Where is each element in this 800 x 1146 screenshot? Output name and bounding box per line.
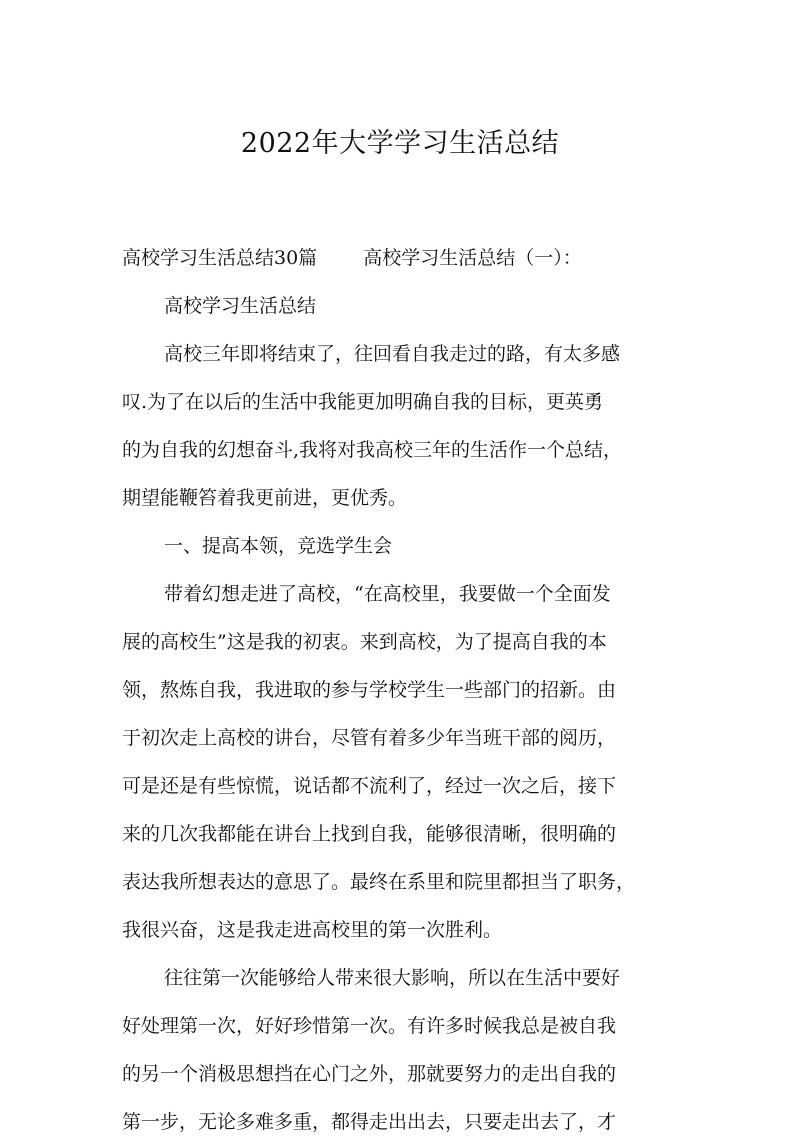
paragraph-line: 来的几次我都能在讲台上找到自我，能够很清晰，很明确的 bbox=[122, 823, 617, 845]
document-body bbox=[122, 234, 678, 1146]
intro-left-text: 高校学习生活总结30篇 bbox=[122, 247, 318, 269]
paragraph-line: 第一步，无论多难多重，都得走出出去，只要走出去了，才 bbox=[122, 1111, 617, 1133]
paragraph-line: 展的高校生”这是我的初衷。来到高校，为了提高自我的本 bbox=[122, 631, 607, 653]
paragraph-line: 于初次走上高校的讲台，尽管有着多少年当班干部的阅历， bbox=[122, 727, 617, 749]
paragraph-line: 高校三年即将结束了，往回看自我走过的路，有太多感 bbox=[164, 343, 621, 365]
intro-line bbox=[122, 234, 678, 282]
paragraph-line: 我很兴奋，这是我走进高校里的第一次胜利。 bbox=[122, 919, 503, 941]
paragraph-line: 好处理第一次，好好珍惜第一次。有许多时候我总是被自我 bbox=[122, 1015, 617, 1037]
section-heading: 一、提高本领，竞选学生会 bbox=[164, 535, 393, 557]
paragraph-line: 表达我所想表达的意思了。最终在系里和院里都担当了职务， bbox=[122, 871, 636, 893]
paragraph-line: 往往第一次能够给人带来很大影响，所以在生活中要好 bbox=[164, 967, 621, 989]
paragraph-line: 可是还是有些惊慌，说话都不流利了，经过一次之后，接下 bbox=[122, 775, 617, 797]
paragraph-line: 的另一个消极思想挡在心门之外，那就要努力的走出自我的 bbox=[122, 1063, 617, 1085]
paragraph-line: 领，熬炼自我，我进取的参与学校学生一些部门的招新。由 bbox=[122, 679, 617, 701]
document-title: 2022年大学学习生活总结 bbox=[240, 128, 560, 159]
section-heading: 高校学习生活总结 bbox=[164, 295, 317, 317]
paragraph-line: 带着幻想走进了高校，“在高校里，我要做一个全面发 bbox=[164, 583, 611, 605]
intro-right-text: 高校学习生活总结（一）： bbox=[363, 247, 582, 269]
paragraph-line: 期望能鞭笞着我更前进，更优秀。 bbox=[122, 487, 408, 509]
paragraph-line: 的为自我的幻想奋斗,我将对我高校三年的生活作一个总结， bbox=[122, 439, 623, 461]
paragraph-line: 叹.为了在以后的生活中我能更加明确自我的目标，更英勇 bbox=[122, 391, 604, 413]
